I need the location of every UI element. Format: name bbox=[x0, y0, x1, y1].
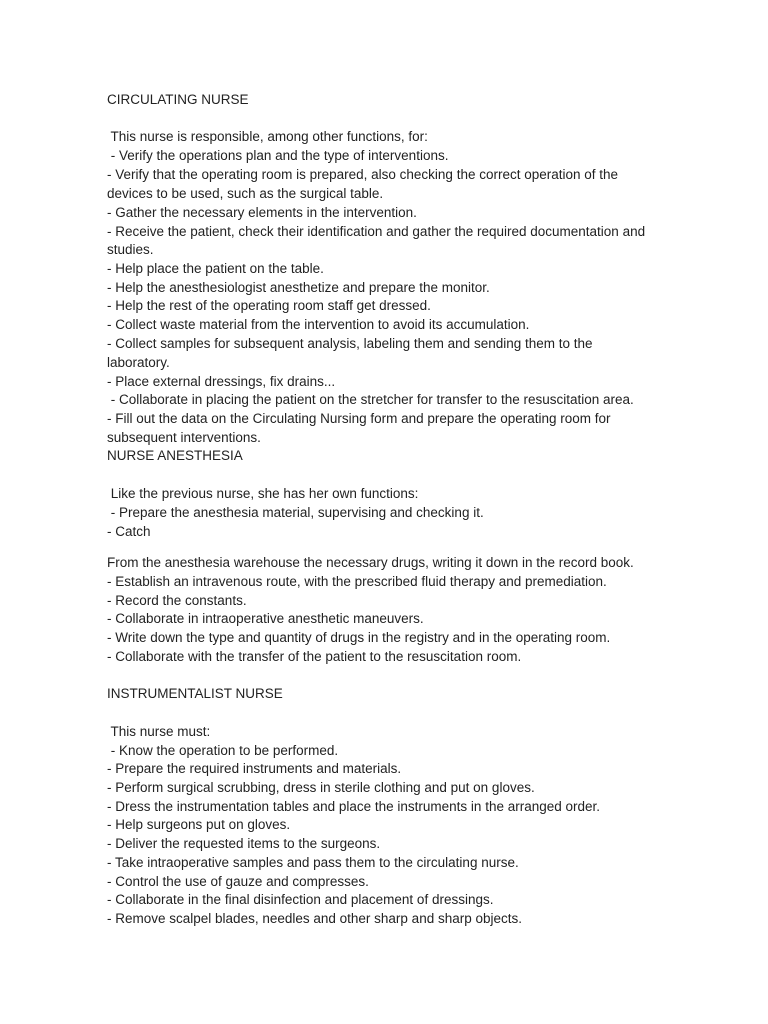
list-item: laboratory. bbox=[107, 355, 170, 370]
list-item: - Fill out the data on the Circulating Nursing form and prepare the operating room for bbox=[107, 411, 611, 426]
list-item: - Perform surgical scrubbing, dress in sterile clothing and put on gloves. bbox=[107, 780, 535, 795]
list-item: - Prepare the required instruments and materials. bbox=[107, 761, 402, 776]
section-intro: This nurse must: bbox=[107, 724, 211, 739]
list-item: - Help place the patient on the table. bbox=[107, 261, 324, 276]
list-item: - Write down the type and quantity of drugs in the registry and in the operating room. bbox=[107, 630, 611, 645]
list-item: devices to be used, such as the surgical table. bbox=[107, 186, 384, 201]
list-item: - Catch bbox=[107, 524, 151, 539]
list-item: - Gather the necessary elements in the intervention. bbox=[107, 205, 417, 220]
list-item: - Collaborate in intraoperative anesthetic maneuvers. bbox=[107, 611, 424, 626]
section-heading-instrumentalist-nurse: INSTRUMENTALIST NURSE bbox=[107, 686, 283, 701]
list-item: - Verify that the operating room is prepared, also checking the correct operation of the bbox=[107, 167, 619, 182]
list-item: - Help the anesthesiologist anesthetize and prepare the monitor. bbox=[107, 280, 490, 295]
list-item: - Know the operation to be performed. bbox=[107, 743, 339, 758]
list-item: - Place external dressings, fix drains... bbox=[107, 374, 336, 389]
list-item: - Collect samples for subsequent analysis, labeling them and sending them to the bbox=[107, 336, 593, 351]
section-intro: This nurse is responsible, among other functions, for: bbox=[107, 129, 428, 144]
list-item: - Deliver the requested items to the surgeons. bbox=[107, 836, 381, 851]
section-heading-circulating-nurse: CIRCULATING NURSE bbox=[107, 92, 249, 107]
list-item: - Prepare the anesthesia material, supervising and checking it. bbox=[107, 505, 484, 520]
list-item: - Record the constants. bbox=[107, 593, 247, 608]
list-item: - Establish an intravenous route, with the prescribed fluid therapy and premediation. bbox=[107, 574, 607, 589]
list-item: - Remove scalpel blades, needles and other sharp and sharp objects. bbox=[107, 911, 522, 926]
list-item: - Dress the instrumentation tables and place the instruments in the arranged order. bbox=[107, 799, 601, 814]
list-item: - Receive the patient, check their identification and gather the required documentation and bbox=[107, 224, 646, 239]
list-item: - Collect waste material from the intervention to avoid its accumulation. bbox=[107, 317, 530, 332]
list-item: - Collaborate in placing the patient on the stretcher for transfer to the resuscitation area. bbox=[107, 392, 634, 407]
list-item: - Help surgeons put on gloves. bbox=[107, 817, 291, 832]
list-item: - Take intraoperative samples and pass them to the circulating nurse. bbox=[107, 855, 519, 870]
list-item: - Collaborate with the transfer of the patient to the resuscitation room. bbox=[107, 649, 522, 664]
section-intro: Like the previous nurse, she has her own functions: bbox=[107, 486, 419, 501]
list-item: - Verify the operations plan and the type of interventions. bbox=[107, 148, 449, 163]
section-heading-nurse-anesthesia: NURSE ANESTHESIA bbox=[107, 448, 243, 463]
list-item: From the anesthesia warehouse the necessary drugs, writing it down in the record book. bbox=[107, 555, 634, 570]
list-item: - Control the use of gauze and compresses. bbox=[107, 874, 369, 889]
list-item: - Collaborate in the final disinfection and placement of dressings. bbox=[107, 892, 494, 907]
list-item: - Help the rest of the operating room staff get dressed. bbox=[107, 298, 431, 313]
list-item: subsequent interventions. bbox=[107, 430, 261, 445]
list-item: studies. bbox=[107, 242, 154, 257]
